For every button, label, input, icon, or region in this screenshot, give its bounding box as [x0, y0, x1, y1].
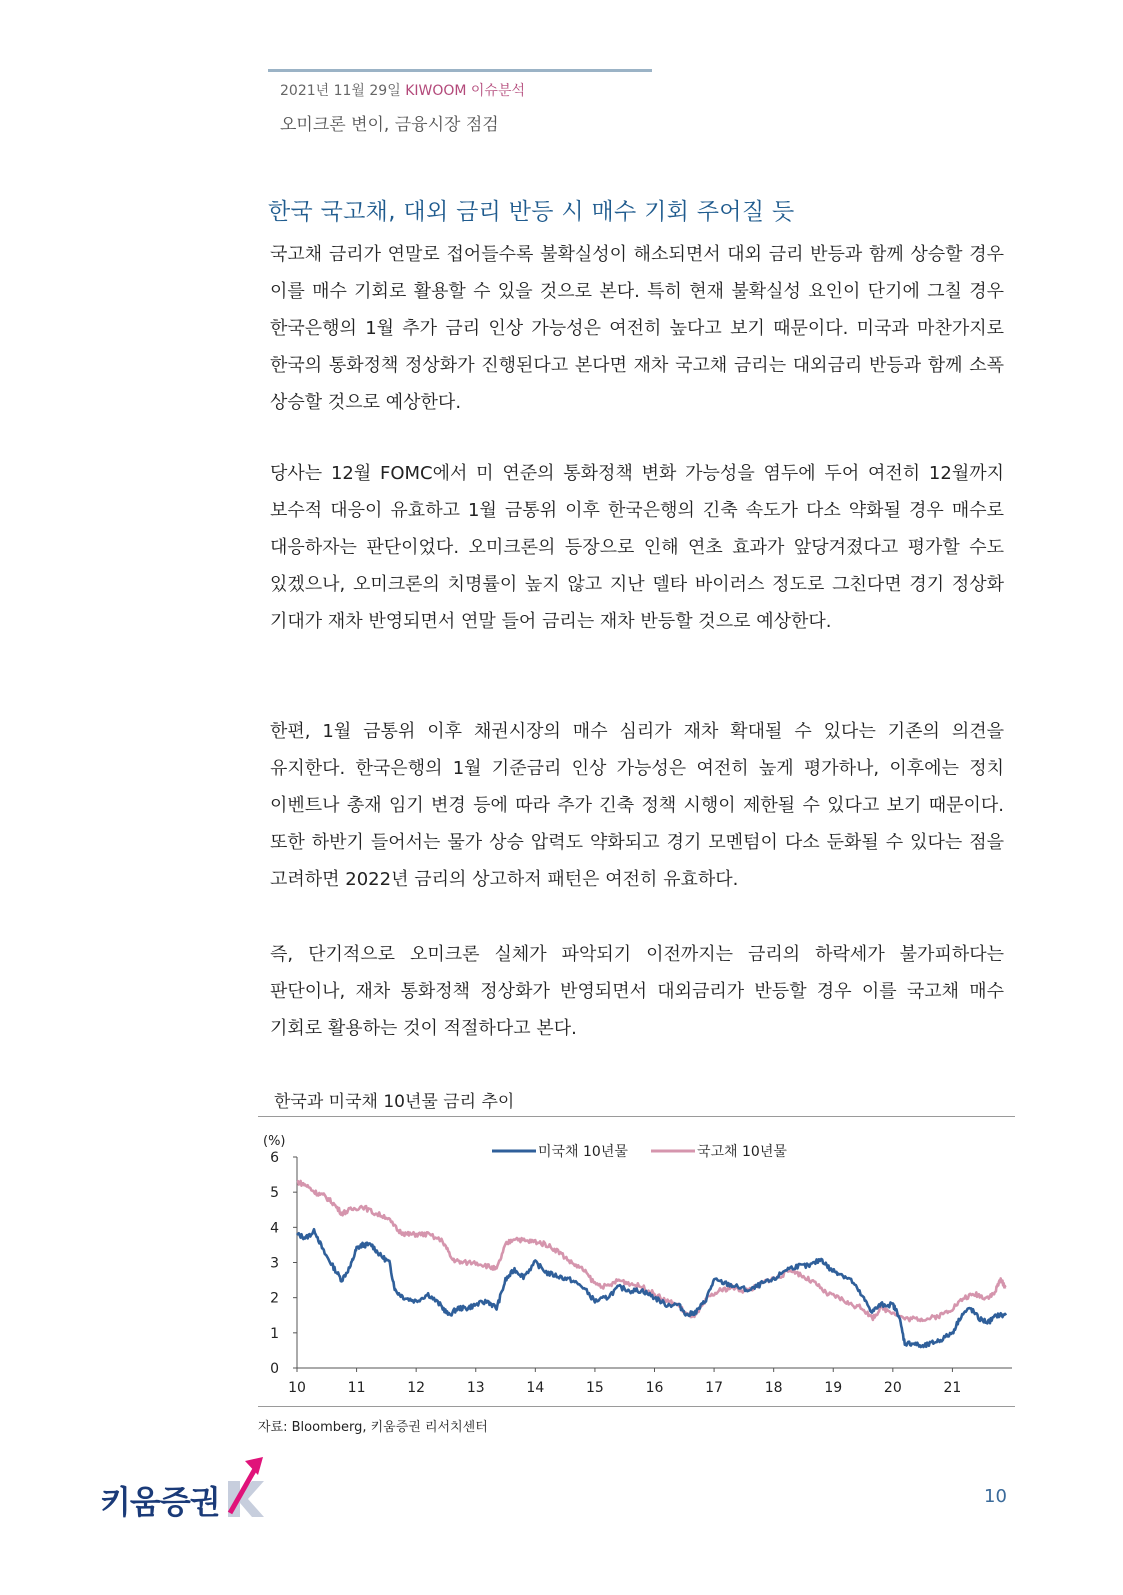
- report-subtitle: 오미크론 변이, 금융시장 점검: [280, 115, 499, 135]
- report-date: 2021년 11월 29일: [280, 83, 401, 99]
- y-tick-label: 1: [270, 1325, 279, 1342]
- series-line-us-10y: [297, 1229, 1006, 1347]
- y-tick-label: 4: [270, 1220, 279, 1237]
- chart-axes: [263, 1134, 1012, 1396]
- legend-label-kr-10y: 국고채 10년물: [697, 1144, 787, 1160]
- paragraph-4: 즉, 단기적으로 오미크론 실체가 파악되기 이전까지는 금리의 하락세가 불가피하다는 판단이나, 재차 통화정책 정상화가 반영되면서 대외금리가 반등할 경우 이를 국고채 매수 기회로 활용하는 것이 적절하다고 본다.: [270, 944, 1004, 1039]
- x-tick-label: 13: [466, 1380, 485, 1396]
- paragraph-1: 국고채 금리가 연말로 접어들수록 불확실성이 해소되면서 대외 금리 반등과 함께 상승할 경우 이를 매수 기회로 활용할 수 있을 것으로 본다. 특히 현재 불확실성 요인이 단기에 그칠 경우 한국은행의 1월 추가 금리 인상 가능성은 여전히 높다고 보기 때문이다. 미국과 마찬가지로 한국의 통화정책 정상화가 진행된다고 본다면 재차 국고채 금리는 대외금리 반등과 함께 소폭 상승할 것으로 예상한다.: [270, 244, 1004, 413]
- x-tick-label: 15: [586, 1380, 604, 1396]
- source-note: 자료: Bloomberg, 키움증권 리서치센터: [258, 1420, 488, 1435]
- report-brand: KIWOOM 이슈분석: [405, 83, 526, 99]
- y-tick-label: 2: [270, 1290, 279, 1307]
- page-number: 10: [984, 1486, 1007, 1507]
- x-tick-label: 11: [347, 1380, 366, 1396]
- x-tick-label: 18: [764, 1380, 783, 1396]
- paragraph-3: 한편, 1월 금통위 이후 채권시장의 매수 심리가 재차 확대될 수 있다는 기존의 의견을 유지한다. 한국은행의 1월 기준금리 인상 가능성은 여전히 높게 평가하나, 이후에는 정치 이벤트나 총재 임기 변경 등에 따라 추가 긴축 정책 시행이 제한될 수 있다고 보기 때문이다. 또한 하반기 들어서는 물가 상승 압력도 약화되고 경기 모멘텀이 다소 둔화될 수 있다는 점을 고려하면 2022년 금리의 상고하저 패턴은 여전히 유효하다.: [270, 721, 1004, 890]
- y-tick-label: 3: [270, 1255, 279, 1272]
- logo-text: 키움증권: [100, 1483, 220, 1521]
- y-axis-label: (%): [263, 1134, 286, 1149]
- kiwoom-logo: [100, 1455, 270, 1525]
- x-tick-label: 10: [288, 1380, 306, 1396]
- x-tick-label: 14: [526, 1380, 545, 1396]
- logo-k-arrow-icon: [100, 1455, 270, 1525]
- x-tick-label: 19: [824, 1380, 843, 1396]
- x-tick-label: 21: [943, 1380, 962, 1396]
- chart-title: 한국과 미국채 10년물 금리 추이: [274, 1092, 515, 1112]
- chart-lines: [297, 1181, 1006, 1347]
- y-tick-label: 0: [270, 1361, 279, 1377]
- section-title: 한국 국고채, 대외 금리 반등 시 매수 기회 주어질 듯: [268, 199, 795, 225]
- x-tick-label: 12: [407, 1380, 426, 1396]
- chart-legend: [492, 1143, 787, 1160]
- y-tick-label: 5: [270, 1185, 279, 1202]
- x-tick-label: 17: [705, 1380, 723, 1396]
- paragraph-2: 당사는 12월 FOMC에서 미 연준의 통화정책 변화 가능성을 염두에 두어 여전히 12월까지 보수적 대응이 유효하고 1월 금통위 이후 한국은행의 긴축 속도가 다소 약화될 경우 매수로 대응하자는 판단이었다. 오미크론의 등장으로 인해 연초 효과가 앞당겨졌다고 평가할 수도 있겠으나, 오미크론의 치명률이 높지 않고 지난 델타 바이러스 정도로 그친다면 경기 정상화 기대가 재차 반영되면서 연말 들어 금리는 재차 반등할 것으로 예상한다.: [270, 463, 1004, 632]
- y-tick-label: 6: [270, 1150, 279, 1166]
- x-tick-label: 20: [883, 1380, 902, 1396]
- legend-label-us-10y: 미국채 10년물: [538, 1144, 628, 1160]
- x-tick-label: 16: [645, 1380, 664, 1396]
